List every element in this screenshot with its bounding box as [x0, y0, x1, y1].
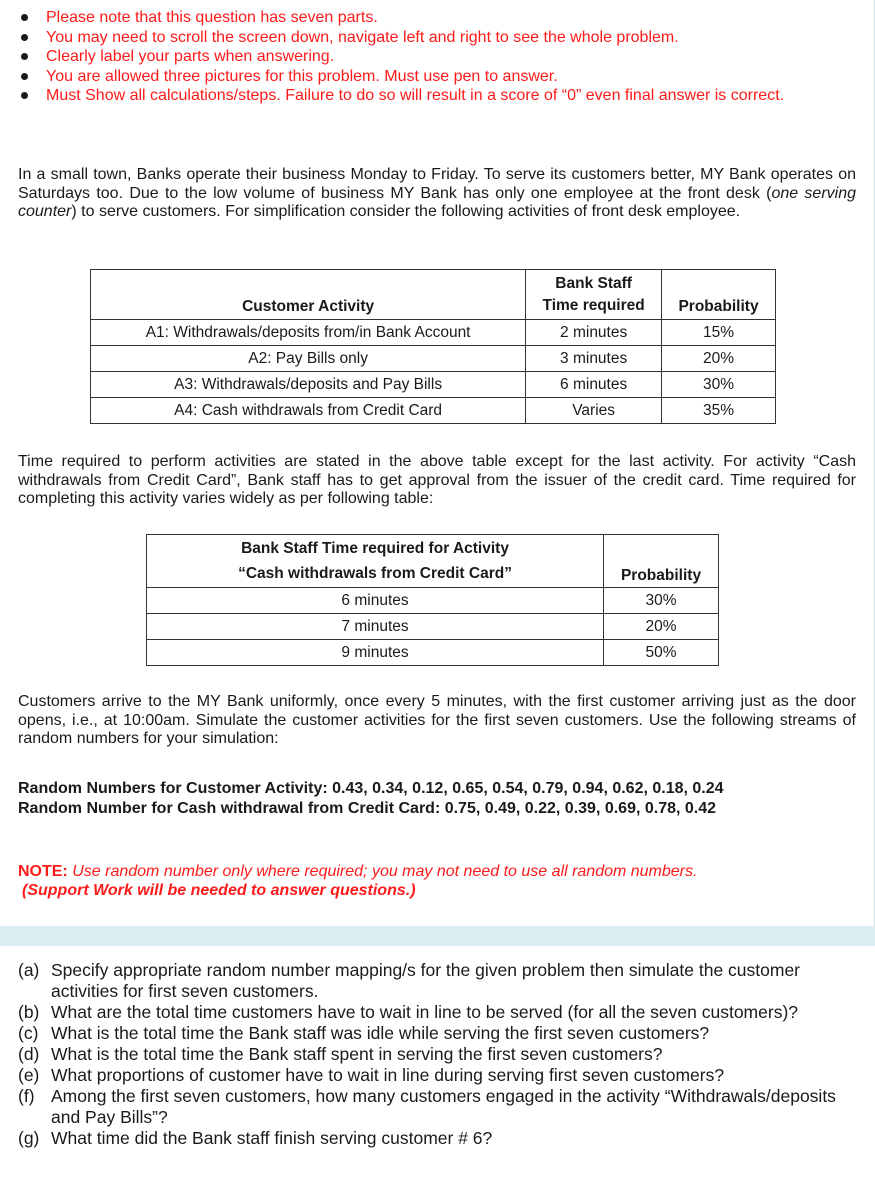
column-header: Customer Activity [91, 270, 526, 320]
question-text: What is the total time the Bank staff spent in serving the first seven customers? [51, 1044, 663, 1064]
table-row [91, 398, 776, 424]
question-text: What is the total time the Bank staff was idle while serving the first seven customers? [51, 1023, 710, 1043]
instruction-item: Must Show all calculations/steps. Failure to do so will result in a score of “0” even final answer is correct. [18, 86, 848, 106]
section-divider [0, 926, 875, 946]
question-label: (d) [18, 1044, 40, 1064]
table-row [147, 588, 719, 614]
table-cell: 30% [604, 588, 719, 614]
table-cell: 50% [604, 640, 719, 666]
table-cell: 20% [604, 614, 719, 640]
table-cell: 3 minutes [526, 346, 662, 372]
question-text: What time did the Bank staff finish serving customer # 6? [51, 1128, 493, 1148]
table-cell: A3: Withdrawals/deposits and Pay Bills [91, 372, 526, 398]
question-item [18, 1044, 856, 1065]
table-cell: A4: Cash withdrawals from Credit Card [91, 398, 526, 424]
table-cell: 7 minutes [147, 614, 604, 640]
question-item [18, 1128, 856, 1149]
time-paragraph: Time required to perform activities are stated in the above table except for the last activity. For activity “Cash withdrawals from Credit Card”, Bank staff has to get approval from the issuer of the credit card. Time required for completing this activity varies widely as per following table: [18, 453, 856, 507]
table-row [91, 346, 776, 372]
column-header: Probability [662, 270, 776, 320]
table-cell: Varies [526, 398, 662, 424]
question-label: (c) [18, 1023, 39, 1043]
note-label: NOTE: [18, 863, 68, 880]
question-text: What proportions of customer have to wait in line during serving first seven customers? [51, 1065, 725, 1085]
column-header: Bank Staff Time required [526, 270, 662, 320]
table-cell: 35% [662, 398, 776, 424]
random-numbers-credit: Random Number for Cash withdrawal from Credit Card: 0.75, 0.49, 0.22, 0.39, 0.69, 0.78, 0.42 [18, 800, 717, 817]
question-item [18, 1086, 856, 1128]
question-item [18, 960, 856, 1002]
question-text: Among the first seven customers, how many customers engaged in the activity “Withdrawals/deposits and Pay Bills”? [51, 1086, 836, 1127]
arrival-paragraph: Customers arrive to the MY Bank uniformly, once every 5 minutes, with the first customer arriving just as the door opens, i.e., at 10:00am. Simulate the customer activities for the first seven customers. Use the following streams of random numbers for your simulation: [18, 693, 856, 747]
table-cell: 30% [662, 372, 776, 398]
column-header: Probability [604, 535, 719, 588]
question-item [18, 1002, 856, 1023]
table-cell: 20% [662, 346, 776, 372]
table-cell: 6 minutes [526, 372, 662, 398]
table-cell: A1: Withdrawals/deposits from/in Bank Account [91, 320, 526, 346]
note-text: Use random number only where required; you may not need to use all random numbers. [72, 863, 698, 880]
question-label: (a) [18, 960, 40, 980]
question-list [18, 960, 856, 1149]
table-cell: 9 minutes [147, 640, 604, 666]
instruction-item: You may need to scroll the screen down, navigate left and right to see the whole problem. [18, 28, 848, 48]
intro-paragraph: In a small town, Banks operate their business Monday to Friday. To serve its customers better, MY Bank operates on Saturdays too. Due to the low volume of business MY Bank has only one employee at the front desk (one serving counter) to serve customers. For simplification consider the following activities of front desk employee. [18, 166, 857, 220]
question-label: (g) [18, 1128, 40, 1148]
question-label: (e) [18, 1065, 40, 1085]
question-label: (f) [18, 1086, 35, 1106]
question-item [18, 1065, 856, 1086]
table-row [91, 372, 776, 398]
instruction-item: Please note that this question has seven parts. [18, 8, 848, 28]
table-cell: 15% [662, 320, 776, 346]
table-cell: 2 minutes [526, 320, 662, 346]
instruction-list [18, 8, 848, 106]
table-row [91, 320, 776, 346]
column-header: Bank Staff Time required for Activity “Cash withdrawals from Credit Card” [147, 535, 604, 588]
note-support: (Support Work will be needed to answer questions.) [22, 882, 416, 899]
activity-table [90, 269, 776, 424]
question-item [18, 1023, 856, 1044]
table-cell: 6 minutes [147, 588, 604, 614]
random-numbers-activity: Random Numbers for Customer Activity: 0.43, 0.34, 0.12, 0.65, 0.54, 0.79, 0.94, 0.62, 0.18, 0.24 [18, 780, 724, 797]
credit-card-table [146, 534, 719, 666]
instruction-item: Clearly label your parts when answering. [18, 47, 848, 67]
note-block [18, 862, 856, 900]
question-label: (b) [18, 1002, 40, 1022]
question-text: What are the total time customers have to wait in line to be served (for all the seven customers)? [51, 1002, 799, 1022]
table-cell: A2: Pay Bills only [91, 346, 526, 372]
table-row [147, 640, 719, 666]
instruction-item: You are allowed three pictures for this problem. Must use pen to answer. [18, 67, 848, 87]
table-row [147, 614, 719, 640]
question-text: Specify appropriate random number mapping/s for the given problem then simulate the customer activities for first seven customers. [51, 960, 801, 1001]
